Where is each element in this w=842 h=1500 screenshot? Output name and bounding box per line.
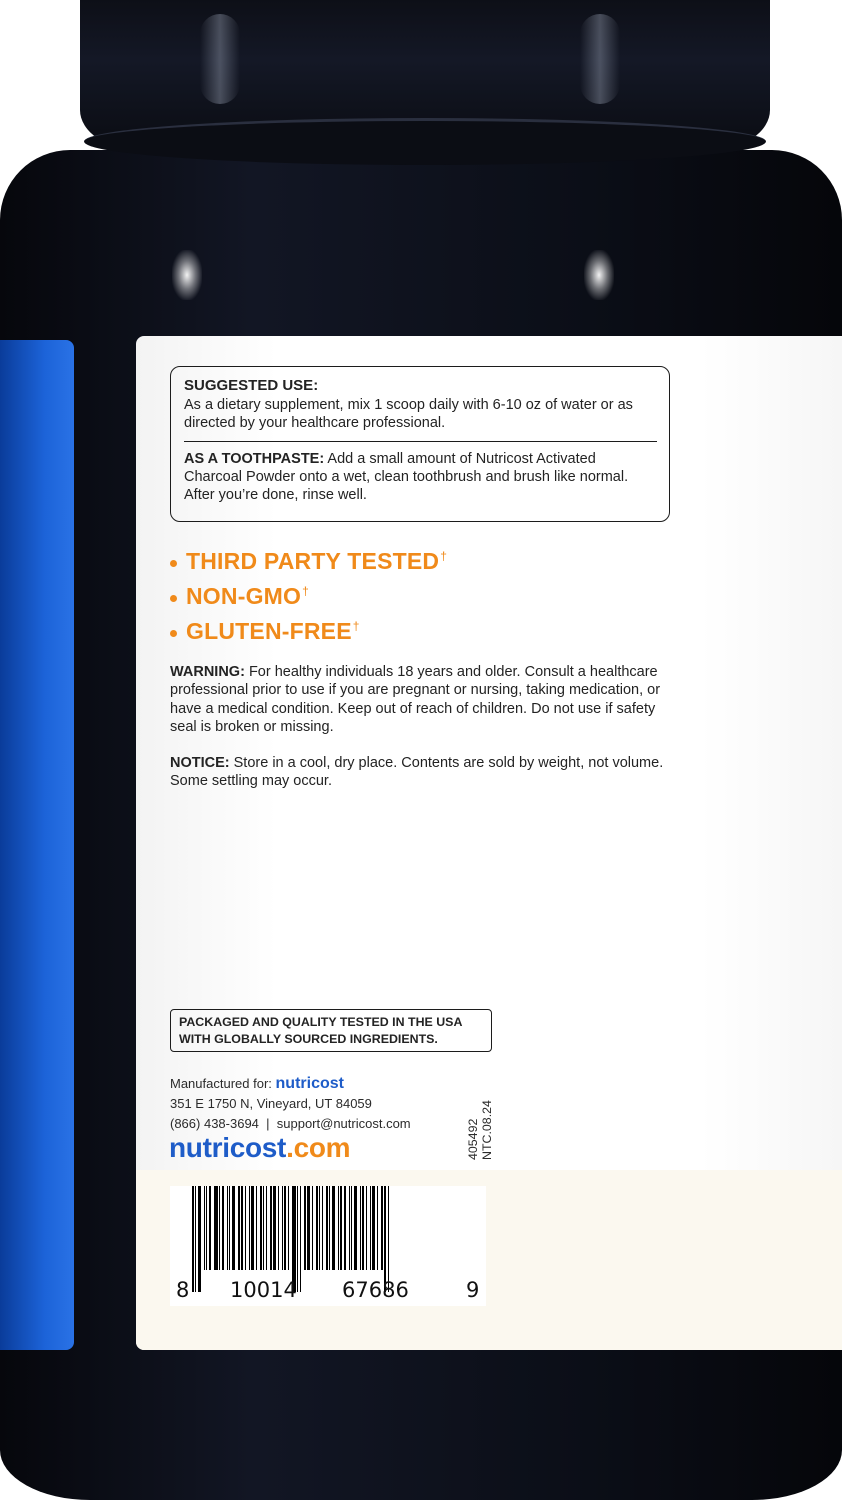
barcode-bar [245,1186,246,1270]
barcode-bar [263,1186,264,1270]
dagger-mark: † [440,548,448,563]
barcode-bar [322,1186,323,1270]
lot-date: NTC.08.24 [480,1100,494,1160]
claims-list [170,544,447,649]
manufacturer-address: 351 E 1750 N, Vineyard, UT 84059 [170,1096,372,1111]
barcode-bar [204,1186,205,1270]
barcode-bar [349,1186,350,1270]
barcode-bar [288,1186,289,1270]
website-url [169,1132,350,1164]
shoulder-highlight [172,250,202,300]
barcode-bar [284,1186,286,1270]
barcode-group-right: 67686 [342,1278,409,1302]
lid-highlight [200,14,240,104]
barcode-bar [195,1186,196,1292]
barcode-bar [241,1186,243,1270]
claim-item [170,614,447,649]
barcode-bar [319,1186,320,1270]
brand-logo-text: nutricost [275,1075,344,1092]
quality-line-1: PACKAGED AND QUALITY TESTED IN THE USA [179,1015,463,1029]
barcode-bar [377,1186,378,1270]
barcode-bar [219,1186,220,1270]
toothpaste-text: Add a small amount of Nutricost Activated Charcoal Powder onto a wet, clean toothbrush and brush like normal. After you’re done, rinse well. [184,451,629,503]
dagger-mark: † [352,618,360,633]
lot-number: 405492 [466,1118,480,1160]
contact-line [170,1114,470,1134]
website-tld: .com [286,1132,351,1163]
barcode-bar [222,1186,224,1270]
barcode-bar [297,1186,298,1292]
toothpaste-label: AS A TOOTHPASTE: [184,451,325,467]
suggested-use-box [170,366,670,522]
shoulder-highlight [584,250,614,300]
barcode-bar [362,1186,364,1270]
barcode-bar [340,1186,342,1270]
barcode-bar [304,1186,306,1270]
claim-item [170,579,447,614]
bullet-icon [170,560,177,567]
barcode-bar [270,1186,272,1270]
barcode-bar [251,1186,254,1270]
barcode-bar [354,1186,357,1270]
claim-text: NON-GMO [186,583,302,609]
manufacturer-info [170,1074,470,1134]
barcode-bar [338,1186,339,1270]
barcode-bar [344,1186,346,1270]
upc-barcode [170,1186,486,1306]
website-name: nutricost [169,1132,287,1163]
contact-separator: | [266,1116,270,1131]
notice-paragraph [170,754,670,791]
barcode-bar [229,1186,230,1270]
manufacturer-email: support@nutricost.com [276,1116,411,1131]
barcode-bar [266,1186,267,1270]
lid-highlight [580,14,620,104]
barcode-bar [316,1186,318,1270]
barcode-bar [381,1186,383,1270]
barcode-bar [238,1186,240,1270]
barcode-bar [260,1186,262,1270]
barcode-bar [360,1186,361,1270]
barcode-bars [192,1186,462,1281]
barcode-bar [209,1186,211,1270]
barcode-bar [329,1186,330,1270]
barcode-bar [232,1186,235,1270]
claim-text: THIRD PARTY TESTED [186,548,440,574]
manufacturer-label: Manufactured for: [170,1076,272,1091]
suggested-use-divider [184,441,657,442]
blue-label-stripe [0,340,74,1350]
barcode-bar [278,1186,279,1270]
barcode-bar [249,1186,250,1270]
barcode-digit-last: 9 [466,1278,480,1302]
barcode-bar [227,1186,228,1270]
warning-paragraph [170,663,670,737]
notice-label: NOTICE: [170,755,230,771]
manufacturer-line [170,1074,470,1094]
bullet-icon [170,630,177,637]
barcode-bar [198,1186,201,1292]
bullet-icon [170,595,177,602]
manufacturer-phone: (866) 438-3694 [170,1116,259,1131]
barcode-bar [312,1186,313,1270]
barcode-bar [366,1186,367,1270]
barcode-bar [273,1186,276,1270]
suggested-use-text: As a dietary supplement, mix 1 scoop daily with 6-10 oz of water or as directed by your healthcare professional. [184,397,633,431]
dagger-mark: † [302,583,309,598]
barcode-bar [192,1186,194,1292]
notice-text: Store in a cool, dry place. Contents are sold by weight, not volume. Some settling may occur. [170,755,664,790]
barcode-bar [282,1186,283,1270]
barcode-bar [206,1186,207,1270]
claim-item [170,544,447,579]
barcode-bar [384,1186,386,1292]
lot-code [466,1070,494,1160]
barcode-bar [256,1186,257,1270]
barcode-bar [370,1186,371,1270]
barcode-digit-first: 8 [176,1278,190,1302]
toothpaste-instructions [184,450,657,504]
barcode-bar [300,1186,301,1292]
warning-text: For healthy individuals 18 years and older. Consult a healthcare professional prior to use if you are pregnant or nursing, taking medication, or have a medical condition. Keep out of reach of children. Do not use if safety seal is broken or missing. [170,664,661,736]
barcode-bar [307,1186,310,1270]
claim-text: GLUTEN-FREE [186,618,352,644]
suggested-use-title: SUGGESTED USE: [184,377,319,394]
barcode-bar [214,1186,218,1270]
warning-label: WARNING: [170,664,245,680]
barcode-bar [332,1186,335,1270]
quality-line-2: WITH GLOBALLY SOURCED INGREDIENTS. [179,1031,438,1046]
barcode-bar [326,1186,328,1270]
barcode-group-left: 10014 [230,1278,297,1302]
lid-rim [84,118,766,165]
barcode-bar [372,1186,375,1270]
barcode-bar [351,1186,352,1270]
quality-statement-box [170,1009,492,1052]
barcode-bar [292,1186,296,1292]
barcode-bar [388,1186,389,1292]
